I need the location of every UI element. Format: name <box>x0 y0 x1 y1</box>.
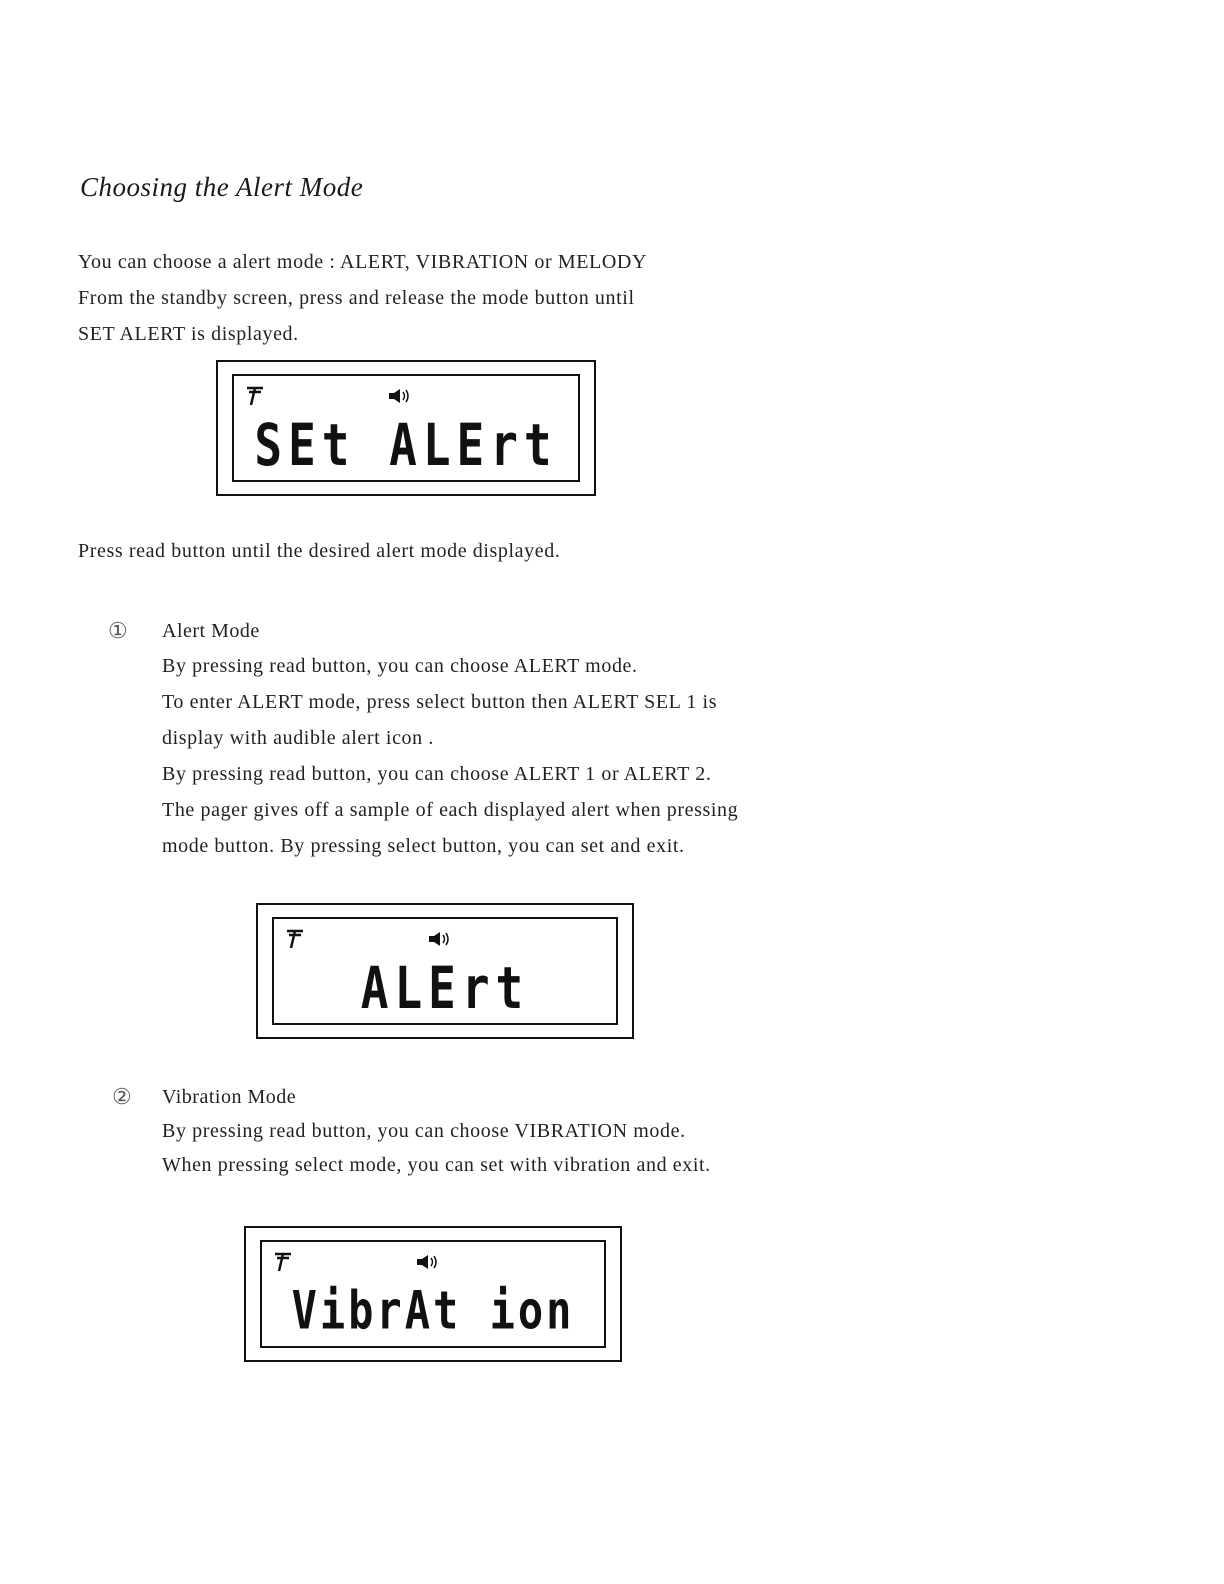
section-line: mode button. By pressing select button, you can set and exit. <box>162 835 685 857</box>
speaker-icon <box>428 931 452 947</box>
antenna-icon <box>286 929 304 949</box>
section-line: By pressing read button, you can choose VIBRATION mode. <box>162 1120 686 1142</box>
intro-paragraph <box>78 244 647 352</box>
lcd-text: VibrAt ion <box>291 1279 575 1342</box>
intro-line: You can choose a alert mode : ALERT, VIBRATION or MELODY <box>78 251 647 273</box>
lcd-screen <box>260 1240 606 1348</box>
section-line: When pressing select mode, you can set with vibration and exit. <box>162 1154 711 1176</box>
section-number: ① <box>108 618 128 643</box>
lcd-screen <box>232 374 580 482</box>
intro-line: SET ALERT is displayed. <box>78 323 299 345</box>
section-body <box>162 648 738 864</box>
section-line: display with audible alert icon . <box>162 727 434 749</box>
press-instruction: Press read button until the desired alert mode displayed. <box>78 540 561 562</box>
lcd-text: SEt ALErt <box>254 411 558 479</box>
speaker-icon <box>388 388 412 404</box>
lcd-display-vibration <box>244 1226 622 1362</box>
lcd-display-alert <box>256 903 634 1039</box>
antenna-icon <box>246 386 264 406</box>
section-line: The pager gives off a sample of each displayed alert when pressing <box>162 799 739 821</box>
section-number: ② <box>112 1084 132 1109</box>
lcd-display-set-alert <box>216 360 596 496</box>
speaker-icon <box>416 1254 440 1270</box>
section-body <box>162 1114 711 1182</box>
antenna-icon <box>274 1252 292 1272</box>
intro-line: From the standby screen, press and release the mode button until <box>78 287 635 309</box>
section-title: Alert Mode <box>162 620 260 642</box>
section-title: Vibration Mode <box>162 1086 297 1108</box>
lcd-screen <box>272 917 618 1025</box>
lcd-text: ALErt <box>360 954 530 1022</box>
section-line: By pressing read button, you can choose ALERT mode. <box>162 655 638 677</box>
section-line: To enter ALERT mode, press select button then ALERT SEL 1 is <box>162 691 718 713</box>
page-title: Choosing the Alert Mode <box>80 172 364 202</box>
section-line: By pressing read button, you can choose ALERT 1 or ALERT 2. <box>162 763 712 785</box>
